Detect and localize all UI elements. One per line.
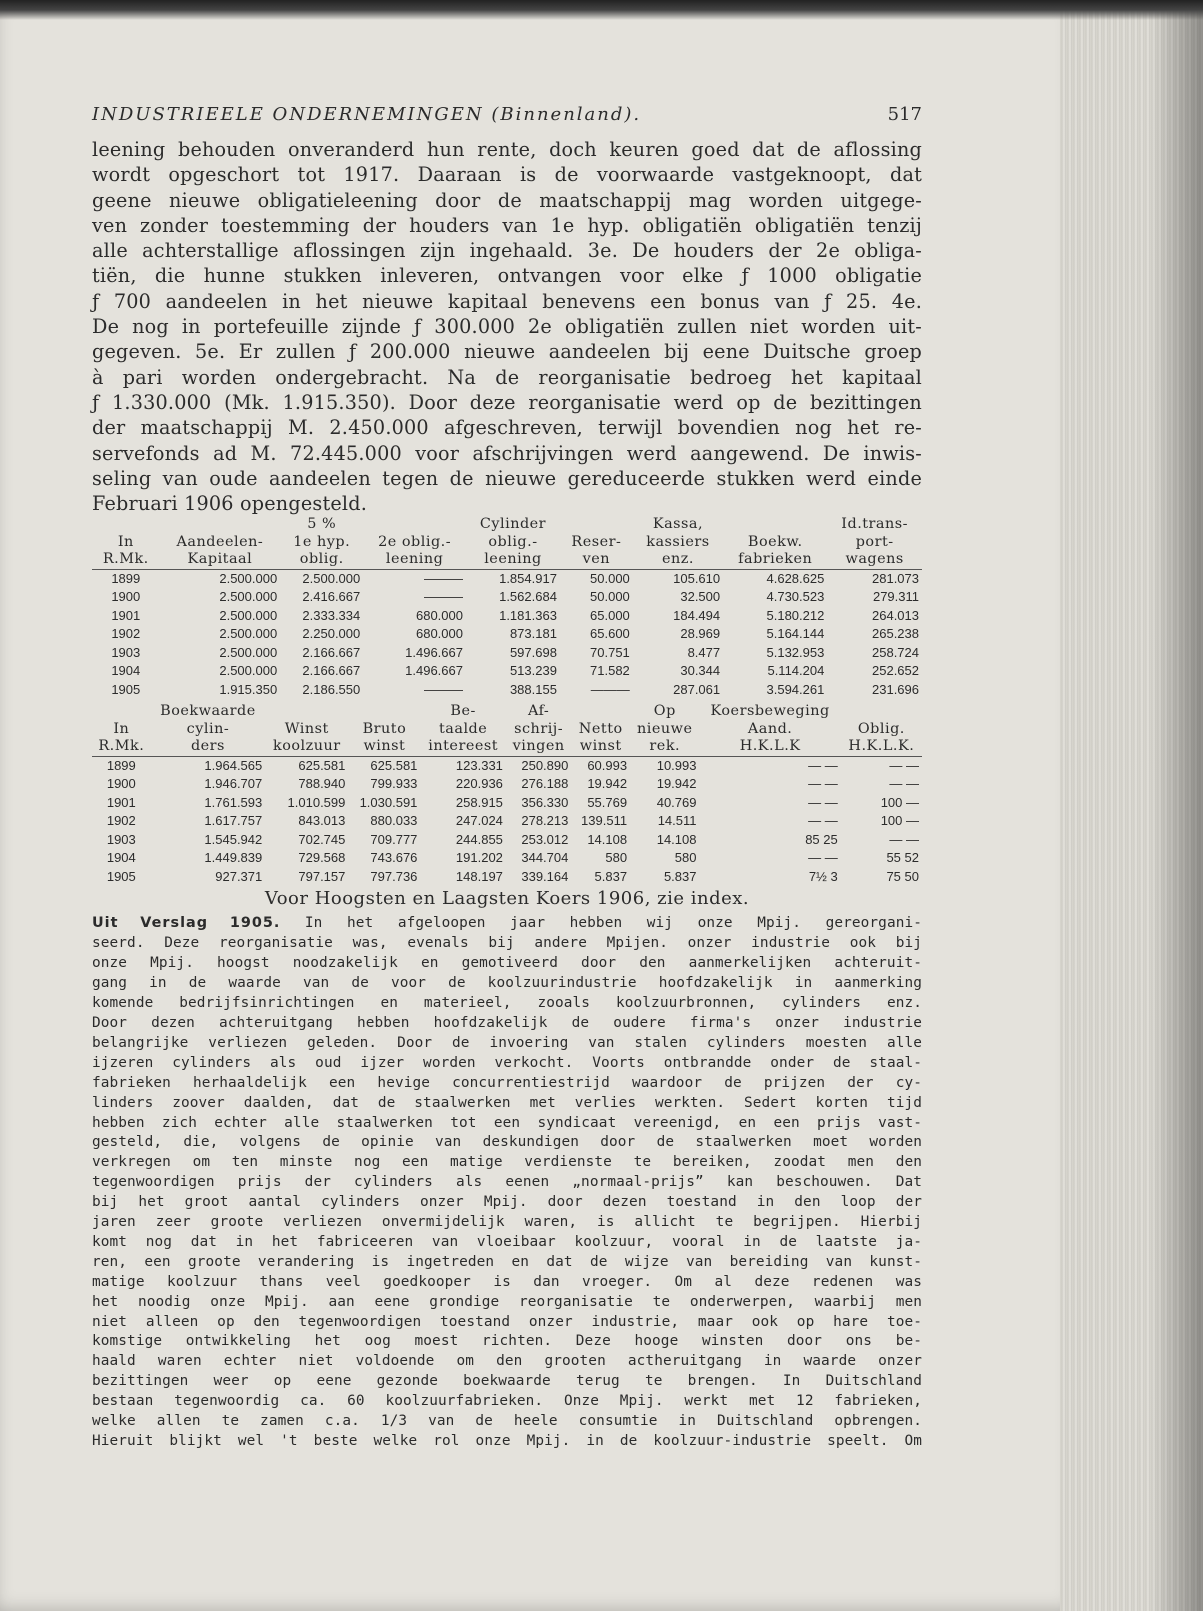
header-cell: oblig.- xyxy=(488,533,538,550)
value-cell: 50.000 xyxy=(590,589,630,605)
value-cell: 2.500.000 xyxy=(219,589,278,605)
header-cell: Winst xyxy=(284,720,329,737)
table-header-row xyxy=(92,703,922,721)
header-cell xyxy=(348,703,420,721)
value-cell: 123.331 xyxy=(455,757,503,773)
report-line: hebben zich echter alle staalwerken tot een syndicaat vereenigd, en een prijs vast- xyxy=(92,1114,922,1131)
header-cell: Koersbeweging xyxy=(710,703,830,720)
value-cell: 55 52 xyxy=(886,850,919,866)
value-cell: 14.108 xyxy=(656,831,697,847)
report-line: gesteld, die, volgens de opinie van deskundigen door de staalwerken moet worden xyxy=(92,1134,922,1151)
report-line: gang in de waarde van de voor de koolzuurindustrie hoofdzakelijk in aanmerking xyxy=(92,975,922,992)
annual-report-excerpt xyxy=(92,914,922,1451)
value-cell: 252.652 xyxy=(872,663,919,679)
report-first-line-text: In het afgeloopen jaar hebben wij onze Mpij. gereorgani- xyxy=(304,915,923,932)
value-cell: 1.964.565 xyxy=(204,757,263,773)
value-cell: 5.837 xyxy=(594,868,628,884)
value-cell: 30.344 xyxy=(680,663,721,679)
header-cell: In xyxy=(117,533,134,550)
value-cell: — — xyxy=(808,757,838,773)
report-line: bij het groot aantal cylinders onzer Mpij. door dezen toestand in den loop der xyxy=(92,1194,922,1211)
value-cell: 680.000 xyxy=(415,607,463,623)
report-line: Door dezen achteruitgang hebben hoofdzakelijk de oudere firma's onzer industrie xyxy=(92,1014,922,1031)
header-cell: Oblig. xyxy=(857,720,905,737)
report-line: haald waren echter niet voldoende om den grooten actheruitgang in waarde onzer xyxy=(92,1353,922,1370)
value-cell: 2.500.000 xyxy=(219,663,278,679)
value-cell: 55.769 xyxy=(587,794,628,810)
value-cell: 927.371 xyxy=(215,868,263,884)
paragraph-line: alle achterstallige aflossingen zijn ingehaald. 3e. De houders der 2e obliga- xyxy=(92,239,922,263)
value-cell: 702.745 xyxy=(298,831,346,847)
value-cell: 1.496.667 xyxy=(405,663,463,679)
value-cell: 1.761.593 xyxy=(204,794,263,810)
value-cell: 880.033 xyxy=(370,813,418,829)
value-cell: 148.197 xyxy=(455,868,503,884)
report-line: belangrijke verliezen geleden. Door de invoering van stalen cylinders moesten alle xyxy=(92,1034,922,1051)
value-cell: — — xyxy=(808,794,838,810)
header-cell: 1e hyp. xyxy=(293,533,351,550)
value-cell: 258.724 xyxy=(872,644,919,660)
value-cell: 184.494 xyxy=(673,607,721,623)
header-cell: ven xyxy=(560,551,633,569)
header-cell xyxy=(841,703,922,721)
financial-table-results xyxy=(92,703,922,886)
page-content xyxy=(92,104,922,1452)
table-row xyxy=(92,607,922,626)
value-cell: ——— xyxy=(423,589,463,605)
header-cell: In xyxy=(113,720,130,737)
value-cell: ——— xyxy=(423,570,463,586)
header-cell: cylin- xyxy=(186,720,230,737)
value-cell: 625.581 xyxy=(298,757,346,773)
paragraph-line: à pari worden ondergebracht. Na de reorganisatie bedroeg het kapitaal xyxy=(92,365,922,389)
report-line: bestaan tegenwoordig ca. 60 koolzuurfabrieken. Onze Mpij. werkt met 12 fabrieken, xyxy=(92,1393,922,1410)
value-cell: 4.628.625 xyxy=(766,570,825,586)
table-row xyxy=(92,569,922,588)
header-cell: Netto xyxy=(578,720,623,737)
value-cell: 356.330 xyxy=(521,794,569,810)
value-cell: 5.132.953 xyxy=(766,644,825,660)
header-cell: schrij- xyxy=(514,720,564,737)
header-cell xyxy=(363,516,466,534)
value-cell: 2.416.667 xyxy=(302,589,361,605)
paragraph-line: geene nieuwe obligatieleening door de maatschappij mag worden uitgege- xyxy=(92,188,922,212)
header-cell: R.Mk. xyxy=(92,738,151,756)
value-cell: 1.946.707 xyxy=(204,776,263,792)
header-cell: Cylinder xyxy=(479,516,547,533)
header-cell: rek. xyxy=(630,738,699,756)
value-cell: 2.166.667 xyxy=(302,663,361,679)
header-cell: ders xyxy=(151,738,266,756)
value-cell: 220.936 xyxy=(455,776,503,792)
page-edges-shadow xyxy=(1150,0,1203,1611)
value-cell: 797.736 xyxy=(370,868,418,884)
header-cell: port- xyxy=(855,533,894,550)
value-cell: 279.311 xyxy=(872,589,919,605)
header-cell: leening xyxy=(466,551,560,569)
value-cell: 3.594.261 xyxy=(766,681,825,697)
value-cell: 10.993 xyxy=(656,757,697,773)
year-cell: 1899 xyxy=(106,757,136,773)
value-cell: 788.940 xyxy=(298,776,346,792)
value-cell: 799.933 xyxy=(370,776,418,792)
paragraph-line: ƒ 700 aandeelen in het nieuwe kapitaal benevens een bonus van ƒ 25. 4e. xyxy=(92,289,922,313)
value-cell: 265.238 xyxy=(872,626,919,642)
header-cell xyxy=(92,703,151,721)
value-cell: 5.180.212 xyxy=(766,607,825,623)
table-row xyxy=(92,794,922,813)
value-cell: 32.500 xyxy=(680,589,721,605)
value-cell: 2.500.000 xyxy=(302,570,361,586)
table-row xyxy=(92,588,922,607)
value-cell: 85 25 xyxy=(805,831,838,847)
table-row xyxy=(92,644,922,663)
value-cell: 797.157 xyxy=(298,868,346,884)
value-cell: 71.582 xyxy=(590,663,630,679)
year-cell: 1903 xyxy=(106,831,136,847)
year-cell: 1901 xyxy=(111,607,141,623)
value-cell: 580 xyxy=(674,850,697,866)
header-cell xyxy=(265,703,348,721)
value-cell: 139.511 xyxy=(581,813,628,829)
value-cell: 1.449.839 xyxy=(204,850,263,866)
header-cell: vingen xyxy=(506,738,571,756)
year-cell: 1904 xyxy=(106,850,136,866)
header-cell: Bruto xyxy=(362,720,407,737)
header-cell xyxy=(560,516,633,534)
report-line: matige koolzuur thans veel goedkooper is dan vroeger. Om al deze redenen was xyxy=(92,1273,922,1290)
header-cell: Be- xyxy=(450,703,476,720)
table-row xyxy=(92,681,922,700)
value-cell: 247.024 xyxy=(455,813,503,829)
report-heading: Uit Verslag 1905. xyxy=(92,915,281,932)
value-cell: 276.188 xyxy=(521,776,569,792)
report-line: komende bedrijfsinrichtingen en materieel, zooals koolzuurbronnen, cylinders enz. xyxy=(92,995,922,1012)
year-cell: 1902 xyxy=(106,813,136,829)
value-cell: 1.617.757 xyxy=(204,813,263,829)
header-cell: Aand. xyxy=(747,720,793,737)
value-cell: 625.581 xyxy=(370,757,418,773)
value-cell: 1.010.599 xyxy=(287,794,346,810)
header-cell: intereest xyxy=(420,738,505,756)
value-cell: 70.751 xyxy=(590,644,630,660)
table-header-row xyxy=(92,721,922,739)
value-cell: 680.000 xyxy=(415,626,463,642)
report-line: ren, een groote verandering is ingetreden en dat de wijze van bereiding van kunst- xyxy=(92,1253,922,1270)
report-line: verkregen om ten minste nog een matige verdienste te bereiken, zoodat men den xyxy=(92,1154,922,1171)
header-cell: wagens xyxy=(827,551,922,569)
value-cell: ——— xyxy=(423,681,463,697)
page-number: 517 xyxy=(887,104,922,125)
value-cell: 513.239 xyxy=(509,663,557,679)
value-cell: 2.500.000 xyxy=(219,570,278,586)
header-cell: koolzuur xyxy=(265,738,348,756)
value-cell: 843.013 xyxy=(298,813,346,829)
report-line: tegenwoordigen prijs der cylinders als eenen „normaal-prijs” kan beschouwen. Dat xyxy=(92,1174,922,1191)
report-line: fabrieken herhaaldelijk een hevige concurrentiestrijd waardoor de prijzen der cy- xyxy=(92,1074,922,1091)
table-header-row xyxy=(92,551,922,569)
header-cell: 5 % xyxy=(307,516,337,533)
value-cell: 40.769 xyxy=(656,794,697,810)
paragraph-line: ƒ 1.330.000 (Mk. 1.915.350). Door deze reorganisatie werd op de bezittingen xyxy=(92,390,922,414)
header-cell: winst xyxy=(571,738,630,756)
paragraph-line: Februari 1906 opengesteld. xyxy=(92,492,368,516)
report-line: het noodig onze Mpij. aan eene grondige reorganisatie te onderwerpen, waarbij men xyxy=(92,1293,922,1310)
year-cell: 1905 xyxy=(106,868,136,884)
koers-note: Voor Hoogsten en Laagsten Koers 1906, zie index. xyxy=(264,888,750,910)
value-cell: 250.890 xyxy=(521,757,569,773)
value-cell: — — xyxy=(808,850,838,866)
value-cell: 258.915 xyxy=(455,794,503,810)
paragraph-line: servefonds ad M. 72.445.000 voor afschrijvingen werd aangewend. De inwis- xyxy=(92,441,922,465)
header-cell: Op xyxy=(653,703,676,720)
header-cell: fabrieken xyxy=(723,551,827,569)
paragraph-line: gegeven. 5e. Er zullen ƒ 200.000 nieuwe aandeelen bij eene Duitsche groep xyxy=(92,340,922,364)
header-cell: kassiers xyxy=(646,533,710,550)
value-cell: 709.777 xyxy=(370,831,418,847)
value-cell: 597.698 xyxy=(509,644,557,660)
header-cell: Af- xyxy=(527,703,550,720)
scan-top-border xyxy=(0,0,1203,20)
table-row xyxy=(92,812,922,831)
table-row xyxy=(92,625,922,644)
value-cell: 191.202 xyxy=(455,850,503,866)
header-cell: taalde xyxy=(439,720,488,737)
header-cell: Id.trans- xyxy=(841,516,909,533)
financial-table-balance xyxy=(92,516,922,699)
header-cell xyxy=(160,516,281,534)
body-paragraph xyxy=(92,137,922,516)
value-cell: 100 — xyxy=(880,813,919,829)
value-cell: 1.496.667 xyxy=(405,644,463,660)
paragraph-line: tiën, die hunne stukken inleveren, ontvangen voor elke ƒ 1000 obligatie xyxy=(92,264,922,288)
value-cell: 2.333.334 xyxy=(302,607,361,623)
report-line: linders zoover daalden, dat de staalwerken met verlies werkten. Sedert korten tijd xyxy=(92,1094,922,1111)
value-cell: 28.969 xyxy=(680,626,721,642)
value-cell: 2.500.000 xyxy=(219,607,278,623)
value-cell: 7½ 3 xyxy=(808,868,838,884)
report-line: niet alleen op den tegenwoordigen toestand onzer industrie, maar ook op hare toe- xyxy=(92,1313,922,1330)
value-cell: 264.013 xyxy=(872,607,919,623)
header-cell: leening xyxy=(363,551,466,569)
report-line: Hieruit blijkt wel 't beste welke rol onze Mpij. in de koolzuur-industrie speelt. Om xyxy=(92,1433,922,1450)
paragraph-line: leening behouden onveranderd hun rente, doch keuren goed dat de aflossing xyxy=(92,138,922,161)
header-cell: Kassa, xyxy=(652,516,704,533)
value-cell: 100 — xyxy=(880,794,919,810)
report-line: jaren zeer groote verliezen onvermijdelijk waren, is allicht te begrijpen. Hierbij xyxy=(92,1214,922,1231)
value-cell: 1.854.917 xyxy=(499,570,557,586)
table-row xyxy=(92,868,922,887)
value-cell: 388.155 xyxy=(509,681,557,697)
year-cell: 1903 xyxy=(111,644,141,660)
value-cell: 14.511 xyxy=(657,813,697,829)
table-row xyxy=(92,831,922,850)
value-cell: 2.500.000 xyxy=(219,626,278,642)
header-cell: nieuwe xyxy=(637,720,693,737)
value-cell: 244.855 xyxy=(455,831,503,847)
year-cell: 1905 xyxy=(111,681,141,697)
header-cell: Reser- xyxy=(571,533,622,550)
value-cell: 8.477 xyxy=(687,644,721,660)
header-cell: Boekwaarde xyxy=(160,703,256,720)
header-cell: Aandeelen- xyxy=(176,533,264,550)
value-cell: 253.012 xyxy=(521,831,569,847)
header-cell: Boekw. xyxy=(747,533,803,550)
value-cell: 580 xyxy=(605,850,628,866)
value-cell: 4.730.523 xyxy=(766,589,825,605)
report-line: komt nog dat in het fabriceeren van vloeibaar koolzuur, vooral in de laatste ja- xyxy=(92,1233,922,1250)
running-header xyxy=(92,104,922,125)
value-cell: 65.000 xyxy=(590,607,630,623)
value-cell: 2.500.000 xyxy=(219,644,278,660)
header-cell: H.K.L.K xyxy=(699,738,840,756)
value-cell: 281.073 xyxy=(872,570,919,586)
value-cell: 1.545.942 xyxy=(204,831,263,847)
header-cell xyxy=(723,516,827,534)
value-cell: 2.250.000 xyxy=(302,626,361,642)
value-cell: 729.568 xyxy=(298,850,346,866)
table-row xyxy=(92,849,922,868)
year-cell: 1900 xyxy=(106,776,136,792)
paragraph-line: De nog in portefeuille zijnde ƒ 300.000 2e obligatiën zullen niet worden uit- xyxy=(92,315,922,339)
running-title: INDUSTRIEELE ONDERNEMINGEN (Binnenland). xyxy=(92,104,642,125)
header-cell: R.Mk. xyxy=(92,551,160,569)
header-cell xyxy=(92,516,160,534)
paragraph-line: wordt opgeschort tot 1917. Daaraan is de voorwaarde vastgeknoopt, dat xyxy=(92,163,922,187)
value-cell: 344.704 xyxy=(521,850,569,866)
value-cell: 5.164.144 xyxy=(766,626,825,642)
header-cell xyxy=(571,703,630,721)
paragraph-line: der maatschappij M. 2.450.000 afgeschreven, terwijl bovendien nog het re- xyxy=(92,416,922,440)
value-cell: 339.164 xyxy=(521,868,569,884)
report-line: seerd. Deze reorganisatie was, evenals bij andere Mpijen. onzer industrie ook bij xyxy=(92,935,922,952)
value-cell: 1.181.363 xyxy=(499,607,557,623)
value-cell: 75 50 xyxy=(886,868,919,884)
value-cell: 105.610 xyxy=(673,570,721,586)
table-header-row xyxy=(92,516,922,534)
value-cell: 19.942 xyxy=(656,776,697,792)
value-cell: 278.213 xyxy=(521,813,569,829)
year-cell: 1900 xyxy=(111,589,141,605)
year-cell: 1901 xyxy=(106,794,136,810)
value-cell: 1.915.350 xyxy=(219,681,278,697)
value-cell: 19.942 xyxy=(587,776,628,792)
paragraph-line: seling van oude aandeelen tegen de nieuwe gereduceerde stukken werd einde xyxy=(92,466,922,490)
value-cell: 14.108 xyxy=(587,831,628,847)
report-line: onze Mpij. hoogst noodzakelijk en gemotiveerd door den aanmerkelijken achteruit- xyxy=(92,955,922,972)
value-cell: — — xyxy=(889,831,919,847)
year-cell: 1904 xyxy=(111,663,141,679)
value-cell: 50.000 xyxy=(590,570,630,586)
value-cell: — — xyxy=(808,776,838,792)
header-cell: H.K.L.K. xyxy=(841,738,922,756)
report-line: ijzeren cylinders als oud ijzer worden verkocht. Voorts ontbrandde onder de staal- xyxy=(92,1054,922,1071)
table-row xyxy=(92,775,922,794)
value-cell: — — xyxy=(889,776,919,792)
value-cell: — — xyxy=(889,757,919,773)
report-line: komstige ontwikkeling het oog moest richten. Deze hooge winsten door ons be- xyxy=(92,1333,922,1350)
report-first-line xyxy=(92,914,922,934)
value-cell: ——— xyxy=(590,681,630,697)
value-cell: 1.562.684 xyxy=(499,589,557,605)
value-cell: 65.600 xyxy=(590,626,630,642)
value-cell: 2.186.550 xyxy=(302,681,361,697)
header-cell: enz. xyxy=(633,551,723,569)
report-line: bezittingen weer op eene gezonde boekwaarde terug te brengen. In Duitschland xyxy=(92,1373,922,1390)
value-cell: 873.181 xyxy=(509,626,557,642)
header-cell: 2e oblig.- xyxy=(378,533,452,550)
value-cell: 1.030.591 xyxy=(359,794,418,810)
value-cell: 60.993 xyxy=(587,757,628,773)
header-cell: winst xyxy=(348,738,420,756)
value-cell: 231.696 xyxy=(872,681,919,697)
header-cell: Kapitaal xyxy=(160,551,281,569)
value-cell: 5.837 xyxy=(663,868,697,884)
table-row xyxy=(92,756,922,775)
table-row xyxy=(92,662,922,681)
report-line: welke allen te zamen c.a. 1/3 van de heele consumtie in Duitschland opbrengen. xyxy=(92,1413,922,1430)
value-cell: 5.114.204 xyxy=(767,663,825,679)
header-cell: oblig. xyxy=(280,551,363,569)
table-header-row xyxy=(92,534,922,552)
year-cell: 1899 xyxy=(111,570,141,586)
value-cell: — — xyxy=(808,813,838,829)
value-cell: 287.061 xyxy=(673,681,721,697)
year-cell: 1902 xyxy=(111,626,141,642)
table-header-row xyxy=(92,738,922,756)
value-cell: 2.166.667 xyxy=(302,644,361,660)
paragraph-line: ven zonder toestemming der houders van 1e hyp. obligatiën obligatiën tenzij xyxy=(92,213,922,237)
value-cell: 743.676 xyxy=(370,850,418,866)
